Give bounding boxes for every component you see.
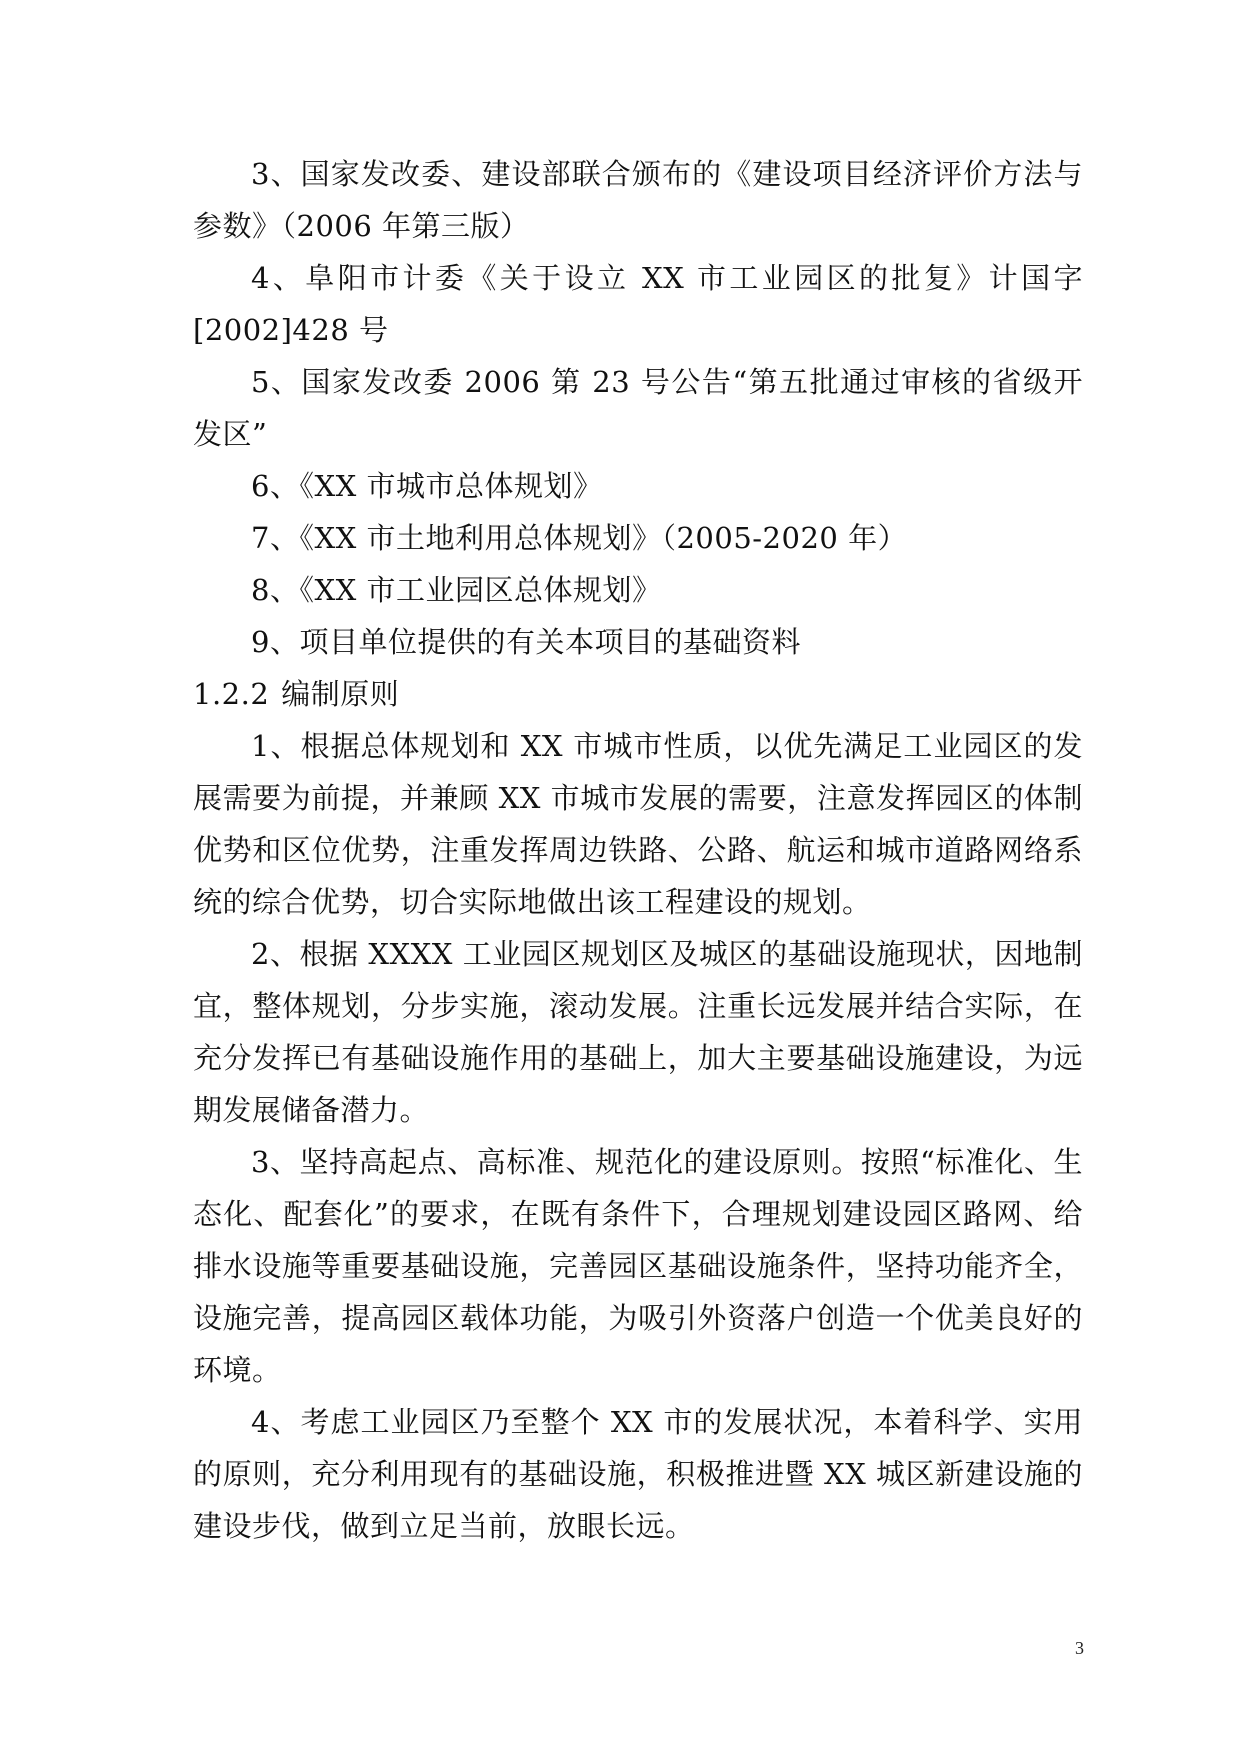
section-title: 编制原则 — [281, 677, 400, 711]
principle-paragraph-1: 1、根据总体规划和 XX 市城市性质，以优先满足工业园区的发展需要为前提，并兼顾 XX 市城市发展的需要，注意发挥园区的体制优势和区位优势，注重发挥周边铁路、公路、航运和城市道路网络系统的综合优势，切合实际地做出该工程建设的规划。 — [193, 729, 1083, 919]
reference-item-7: 7、《XX 市土地利用总体规划》（2005-2020 年） — [251, 521, 908, 555]
section-heading — [193, 668, 1083, 720]
section-number: 1.2.2 — [193, 677, 270, 711]
principle-paragraph-3: 3、坚持高起点、高标准、规范化的建设原则。按照“标准化、生态化、配套化”的要求，在既有条件下，合理规划建设园区路网、给排水设施等重要基础设施，完善园区基础设施条件，坚持功能齐全，设施完善，提高园区载体功能，为吸引外资落户创造一个优美良好的环境。 — [193, 1145, 1083, 1387]
reference-item-9: 9、项目单位提供的有关本项目的基础资料 — [251, 625, 801, 659]
principle-paragraph-4: 4、考虑工业园区乃至整个 XX 市的发展状况，本着科学、实用的原则，充分利用现有的基础设施，积极推进暨 XX 城区新建设施的建设步伐，做到立足当前，放眼长远。 — [193, 1405, 1083, 1543]
principle-paragraph-2: 2、根据 XXXX 工业园区规划区及城区的基础设施现状，因地制宜，整体规划，分步实施，滚动发展。注重长远发展并结合实际，在充分发挥已有基础设施作用的基础上，加大主要基础设施建设，为远期发展储备潜力。 — [193, 937, 1083, 1127]
reference-item-3: 3、国家发改委、建设部联合颁布的《建设项目经济评价方法与参数》（2006 年第三版） — [193, 157, 1083, 243]
reference-item-5: 5、国家发改委 2006 第 23 号公告“第五批通过审核的省级开发区” — [193, 365, 1083, 451]
reference-item-4: 4、阜阳市计委《关于设立 XX 市工业园区的批复》计国字[2002]428 号 — [193, 261, 1083, 347]
document-body — [193, 148, 1083, 1552]
reference-item-8: 8、《XX 市工业园区总体规划》 — [251, 573, 662, 607]
page-number: 3 — [1075, 1638, 1084, 1658]
reference-item-6: 6、《XX 市城市总体规划》 — [251, 469, 603, 503]
